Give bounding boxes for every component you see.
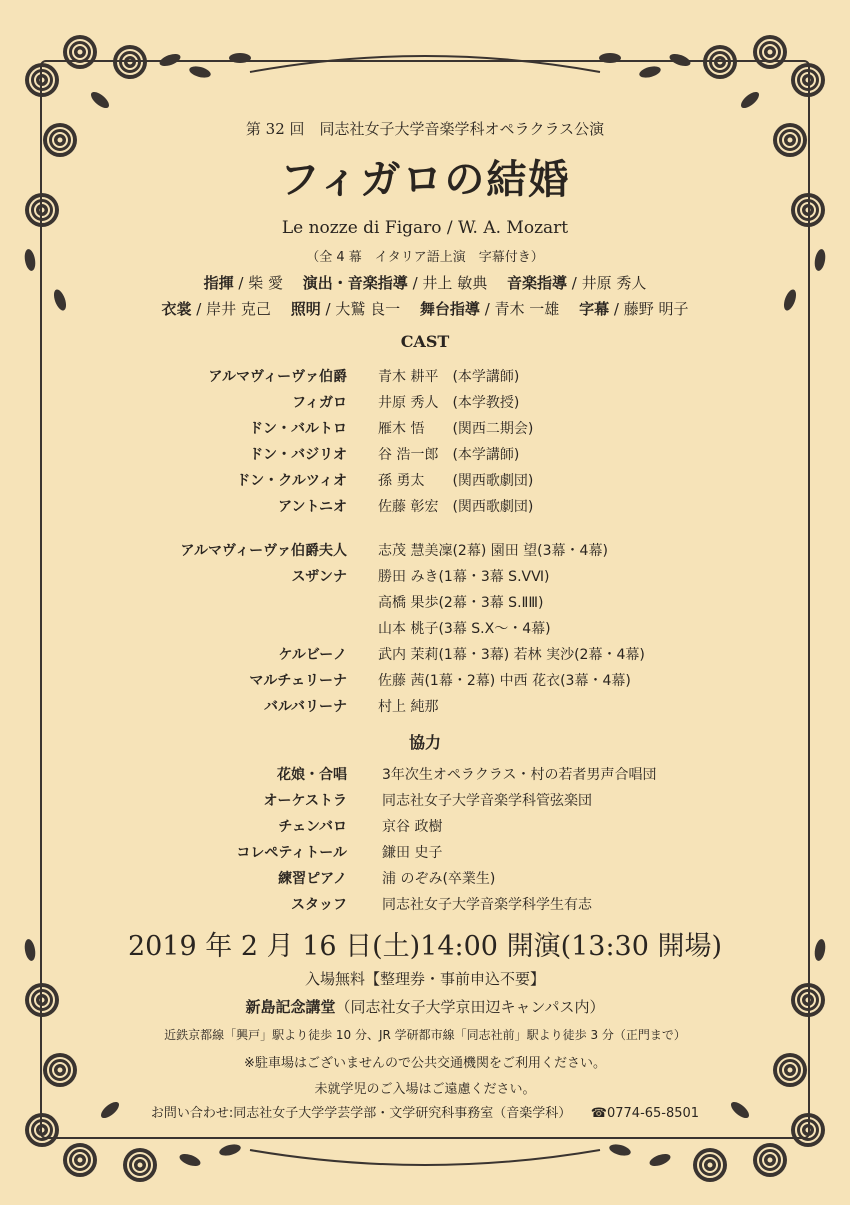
cooperation-name: 同志社女子大学音楽学科管弦楽団 (382, 793, 592, 809)
cast-name: 孫 勇太 (関西歌劇団) (378, 473, 534, 489)
staff-role: 衣裳 (161, 300, 192, 318)
cast-role: マルチェリーナ (249, 673, 347, 689)
cooperation-name: 浦 のぞみ(卒業生) (382, 871, 496, 887)
staff-name: 藤野 明子 (623, 300, 689, 318)
cooperation-role: オーケストラ (263, 793, 347, 809)
separator: / (613, 300, 619, 318)
staff-line-2 (120, 298, 730, 319)
cooperation-row (0, 790, 850, 814)
staff-role: 音楽指導 (506, 274, 567, 292)
cooperation-name: 同志社女子大学音楽学科学生有志 (382, 897, 592, 913)
edition-line: 第 32 回 同志社女子大学音楽学科オペラクラス公演 (245, 120, 605, 138)
cooperation-row (0, 816, 850, 840)
cast-role: ドン・バジリオ (249, 447, 347, 463)
cast-name: 高橋 果歩(2幕・3幕 S.ⅡⅢ) (378, 595, 544, 611)
phone-number: ☎0774-65-8501 (590, 1106, 700, 1121)
cooperation-row (0, 868, 850, 892)
cast-row (0, 670, 850, 694)
separator: / (325, 300, 331, 318)
cast-row (0, 366, 850, 390)
cast-name: 谷 浩一郎 (本学講師) (378, 447, 520, 463)
cast-role: アルマヴィーヴァ伯爵夫人 (180, 543, 347, 559)
cooperation-name: 3年次生オペラクラス・村の若者男声合唱団 (382, 767, 657, 783)
cast-row (0, 592, 850, 616)
venue-line (0, 996, 850, 1017)
admission-note: 入場無料【整理券・事前申込不要】 (304, 970, 545, 988)
parking-note: ※駐車場はございませんので公共交通機関をご利用ください。 (244, 1056, 606, 1071)
cast-heading: CAST (400, 332, 450, 351)
cast-role: ケルビーノ (278, 647, 347, 663)
cast-role: スザンナ (291, 569, 347, 585)
subtitle: Le nozze di Figaro / W. A. Mozart (281, 218, 569, 238)
cooperation-role: 練習ピアノ (278, 871, 347, 887)
staff-name: 柴 愛 (248, 274, 283, 292)
performance-date: 2019 年 2 月 16 日(土)14:00 開演(13:30 開場) (127, 931, 723, 962)
access-line: 近鉄京都線「興戸」駅より徒歩 10 分、JR 学研都市線「同志社前」駅より徒歩 3 分（正門まで） (164, 1028, 686, 1042)
venue-name: 新島記念講堂 (245, 998, 336, 1016)
cast-name: 武内 茉莉(1幕・3幕) 若林 実沙(2幕・4幕) (378, 647, 645, 663)
cast-role: ドン・クルツィオ (236, 473, 347, 489)
cast-row (0, 566, 850, 590)
contact-line (0, 1102, 850, 1121)
cast-name: 志茂 慧美凜(2幕) 園田 望(3幕・4幕) (378, 543, 608, 559)
cooperation-role: 花娘・合唱 (277, 767, 347, 783)
cooperation-row (0, 764, 850, 788)
cast-name: 村上 純那 (378, 699, 439, 715)
cast-row (0, 470, 850, 494)
staff-name: 井上 敏典 (422, 274, 488, 292)
contact-text: お問い合わせ:同志社女子大学学芸学部・文学研究科事務室（音楽学科） (150, 1106, 565, 1121)
cast-row (0, 444, 850, 468)
staff-role: 舞台指導 (419, 300, 480, 318)
separator: / (571, 274, 577, 292)
cooperation-role: チェンバロ (278, 819, 347, 835)
cast-role: フィガロ (292, 395, 347, 411)
cast-name: 山本 桃子(3幕 S.Ⅹ～・4幕) (378, 621, 551, 637)
cooperation-role: コレペティトール (236, 845, 347, 861)
staff-role: 照明 (290, 300, 321, 318)
cooperation-heading: 協力 (408, 733, 441, 752)
cast-row (0, 696, 850, 720)
separator: / (412, 274, 418, 292)
cast-name: 青木 耕平 (本学講師) (378, 369, 520, 385)
cast-role: ドン・バルトロ (249, 421, 347, 437)
separator: / (238, 274, 244, 292)
staff-name: 岸井 克己 (206, 300, 271, 318)
staff-line-1 (120, 272, 730, 293)
staff-name: 青木 一雄 (494, 300, 560, 318)
children-note: 未就学児のご入場はご遠慮ください。 (314, 1082, 536, 1097)
cast-name: 佐藤 茜(1幕・2幕) 中西 花衣(3幕・4幕) (378, 673, 631, 689)
cooperation-row (0, 842, 850, 866)
staff-role: 字幕 (579, 300, 610, 318)
staff-role: 演出・音楽指導 (302, 274, 408, 292)
cooperation-name: 京谷 政樹 (382, 819, 443, 835)
venue-detail: （同志社女子大学京田辺キャンパス内） (335, 998, 605, 1016)
staff-role: 指揮 (203, 274, 234, 292)
staff-name: 大鷲 良一 (335, 300, 401, 318)
cast-row (0, 618, 850, 642)
cast-name: 雁木 悟 (関西二期会) (378, 421, 534, 437)
cast-row (0, 540, 850, 564)
separator: / (196, 300, 202, 318)
cast-name: 佐藤 彰宏 (関西歌劇団) (378, 499, 534, 515)
cast-row (0, 418, 850, 442)
cooperation-role: スタッフ (291, 897, 347, 913)
cast-role: アントニオ (278, 499, 347, 515)
performance-note: （全 4 幕 イタリア語上演 字幕付き） (306, 250, 544, 265)
cast-name: 勝田 みき(1幕・3幕 S.ⅤⅥ) (378, 569, 550, 585)
separator: / (484, 300, 490, 318)
cast-row (0, 392, 850, 416)
cast-row (0, 644, 850, 668)
cast-role: バルバリーナ (263, 699, 347, 715)
cast-role: アルマヴィーヴァ伯爵 (208, 369, 347, 385)
cooperation-name: 鎌田 史子 (382, 845, 443, 861)
cast-name: 井原 秀人 (本学教授) (378, 395, 520, 411)
cast-row (0, 496, 850, 520)
staff-name: 井原 秀人 (581, 274, 647, 292)
cooperation-row (0, 894, 850, 918)
page-title: フィガロの結婚 (279, 156, 571, 203)
